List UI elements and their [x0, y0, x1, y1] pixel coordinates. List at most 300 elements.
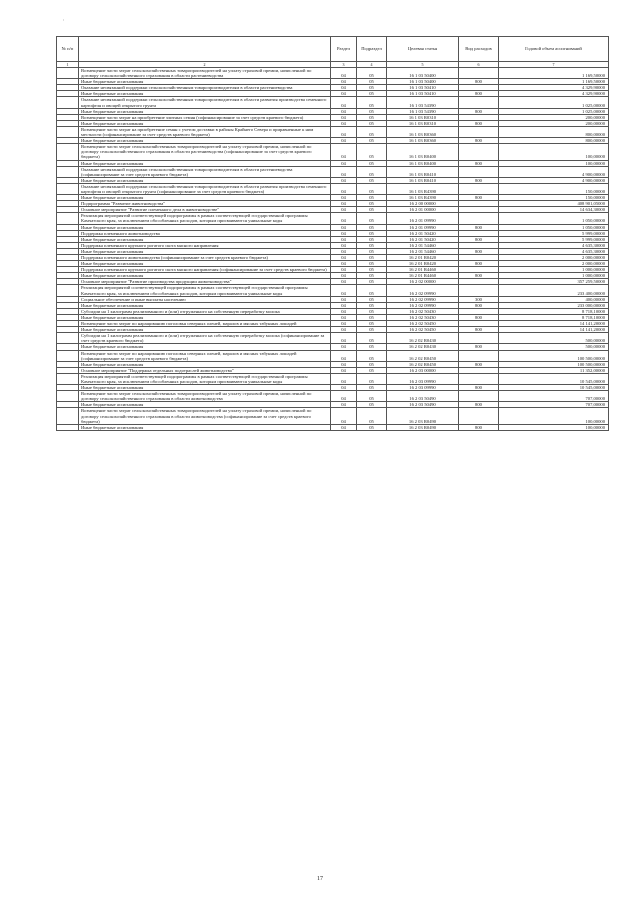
row-name: Оказание несвязанной поддержки сельскохозяйственным товаропроизводителям в области растениеводства (софинансирование за счет средств краевого бюджета) — [79, 166, 331, 177]
row-sum: 4 635,30000 — [499, 248, 609, 254]
row-razdel: 04 — [331, 255, 357, 261]
row-sum: 707,00000 — [499, 402, 609, 408]
row-sum: 14 141,20000 — [499, 327, 609, 333]
row-name: Реализация мероприятий соответствующей подпрограммы в рамках соответствующей государственной программы Камчатского края, за исключением обособленных расходов, которым присваиваются уникальные коды — [79, 213, 331, 224]
row-sum: 800,00000 — [499, 138, 609, 144]
row-vid-rashodov: 800 — [459, 273, 499, 279]
row-vid-rashodov: 800 — [459, 385, 499, 391]
row-vid-rashodov: 800 — [459, 302, 499, 308]
row-razdel: 04 — [331, 68, 357, 79]
row-name: Иные бюджетные ассигнования — [79, 302, 331, 308]
row-name: Иные бюджетные ассигнования — [79, 120, 331, 126]
row-name: Возмещение части затрат на приобретение семян с учетом доставки в районы Крайнего Севера и приравненные к ним местности (софинансирование за счет средств краевого бюджета) — [79, 126, 331, 137]
row-vid-rashodov: 800 — [459, 177, 499, 183]
row-podrazdel: 05 — [357, 68, 387, 79]
row-podrazdel: 05 — [357, 97, 387, 108]
row-razdel: 04 — [331, 114, 357, 120]
row-sum: 408 901,05000 — [499, 201, 609, 207]
row-celevaya-statya: 16 2 01 50420 — [387, 230, 459, 236]
row-podrazdel: 05 — [357, 120, 387, 126]
row-name: Иные бюджетные ассигнования — [79, 385, 331, 391]
row-razdel: 04 — [331, 97, 357, 108]
row-podrazdel: 05 — [357, 344, 387, 350]
row-podrazdel: 05 — [357, 314, 387, 320]
row-name: Субсидии на 1 килограмм реализованного и (или) отгруженного на собственную переработку молока — [79, 308, 331, 314]
row-podrazdel: 05 — [357, 160, 387, 166]
header-vid-rashodov: Вид расходов — [459, 37, 499, 62]
column-number: 5 — [387, 62, 459, 68]
row-sum: 100 500,00000 — [499, 350, 609, 361]
row-razdel: 04 — [331, 327, 357, 333]
row-podrazdel: 05 — [357, 126, 387, 137]
row-podrazdel: 05 — [357, 207, 387, 213]
row-name: Возмещение части затрат сельскохозяйственных товаропроизводителей на уплату страховой премии, начисленной по договору сельскохозяйственного страхования в области животноводства — [79, 391, 331, 402]
row-podrazdel: 05 — [357, 91, 387, 97]
row-podrazdel: 05 — [357, 350, 387, 361]
row-name: Иные бюджетные ассигнования — [79, 361, 331, 367]
table-row — [57, 183, 609, 194]
row-number — [57, 183, 79, 194]
row-vid-rashodov: 800 — [459, 424, 499, 430]
row-razdel: 04 — [331, 195, 357, 201]
row-celevaya-statya: 16 2 02 09990 — [387, 302, 459, 308]
row-celevaya-statya: 16 2 02 R0450 — [387, 361, 459, 367]
row-sum: 5 999,00000 — [499, 230, 609, 236]
row-podrazdel: 05 — [357, 213, 387, 224]
row-razdel: 04 — [331, 166, 357, 177]
column-number: 2 — [79, 62, 331, 68]
row-name: Возмещение части затрат сельскохозяйственных товаропроизводителей на уплату страховой премии, начисленной по договору сельскохозяйственного страхования в области животноводства (софинансирование за счет средств краевого бюджета) — [79, 408, 331, 424]
row-podrazdel: 05 — [357, 391, 387, 402]
row-number — [57, 68, 79, 79]
row-vid-rashodov: 800 — [459, 261, 499, 267]
row-celevaya-statya: 16 1 03 54390 — [387, 108, 459, 114]
row-vid-rashodov — [459, 144, 499, 160]
row-celevaya-statya: 16 1 03 R0310 — [387, 114, 459, 120]
row-celevaya-statya: 16 1 03 50410 — [387, 85, 459, 91]
row-razdel: 04 — [331, 108, 357, 114]
row-vid-rashodov: 800 — [459, 160, 499, 166]
row-podrazdel: 05 — [357, 166, 387, 177]
row-sum: 200,00000 — [499, 114, 609, 120]
row-sum: 1 050,00000 — [499, 224, 609, 230]
row-name: Оказание несвязанной поддержки сельскохозяйственным товаропроизводителям в области растениеводства — [79, 85, 331, 91]
row-celevaya-statya: 16 2 03 50490 — [387, 402, 459, 408]
row-name: Иные бюджетные ассигнования — [79, 236, 331, 242]
row-vid-rashodov — [459, 350, 499, 361]
row-razdel: 04 — [331, 373, 357, 384]
row-razdel: 04 — [331, 385, 357, 391]
column-number: 4 — [357, 62, 387, 68]
row-name: Иные бюджетные ассигнования — [79, 91, 331, 97]
row-razdel: 04 — [331, 350, 357, 361]
row-vid-rashodov: 300 — [459, 296, 499, 302]
row-celevaya-statya: 16 2 01 50420 — [387, 236, 459, 242]
column-number: 3 — [331, 62, 357, 68]
row-podrazdel: 05 — [357, 236, 387, 242]
row-name: Основное мероприятие "Развитие племенного дела в животноводстве" — [79, 207, 331, 213]
row-vid-rashodov — [459, 166, 499, 177]
row-sum: 2 000,00000 — [499, 261, 609, 267]
row-sum: 1 025,00000 — [499, 108, 609, 114]
header-sum: Годовой объем ассигнований — [499, 37, 609, 62]
row-celevaya-statya: 16 1 03 50400 — [387, 79, 459, 85]
row-name: Иные бюджетные ассигнования — [79, 79, 331, 85]
table-row — [57, 213, 609, 224]
row-celevaya-statya: 16 2 01 R4460 — [387, 273, 459, 279]
row-podrazdel: 05 — [357, 321, 387, 327]
row-number — [57, 373, 79, 384]
row-vid-rashodov: 800 — [459, 236, 499, 242]
row-name: Возмещение части затрат сельскохозяйственных товаропроизводителей на уплату страховой премии, начисленной по договору сельскохозяйственного страхования в области растениеводства — [79, 68, 331, 79]
row-name: Иные бюджетные ассигнования — [79, 344, 331, 350]
row-sum: 100,00000 — [499, 408, 609, 424]
row-name: Реализация мероприятий соответствующей подпрограммы в рамках соответствующей государственной программы Камчатского края, за исключением обособленных расходов, которым присваиваются уникальные коды — [79, 373, 331, 384]
row-sum: 4 329,90000 — [499, 85, 609, 91]
row-celevaya-statya: 16 1 03 R4390 — [387, 195, 459, 201]
row-vid-rashodov — [459, 408, 499, 424]
row-celevaya-statya: 16 2 03 09990 — [387, 385, 459, 391]
row-celevaya-statya: 16 2 01 54460 — [387, 242, 459, 248]
row-vid-rashodov — [459, 68, 499, 79]
table-row — [57, 97, 609, 108]
row-name: Иные бюджетные ассигнования — [79, 160, 331, 166]
row-name: Поддержка племенного крупного рогатого скота мясного направления — [79, 242, 331, 248]
row-name: Реализация мероприятий соответствующей подпрограммы в рамках соответствующей государственной программы Камчатского края, за исключением обособленных расходов, которым присваиваются уникальные коды — [79, 285, 331, 296]
row-vid-rashodov — [459, 285, 499, 296]
row-name: Оказание несвязанной поддержки сельскохозяйственным товаропроизводителям в области развития производства семенного картофеля и овощей открытого грунта (софинансирование за счет средств краевого бюджета) — [79, 183, 331, 194]
row-sum: 4 635,30000 — [499, 242, 609, 248]
row-sum: 8 718,10000 — [499, 308, 609, 314]
row-razdel: 04 — [331, 333, 357, 344]
budget-table-container — [56, 36, 608, 431]
row-sum: 2 000,00000 — [499, 255, 609, 261]
row-podrazdel: 05 — [357, 177, 387, 183]
row-vid-rashodov: 800 — [459, 138, 499, 144]
row-razdel: 04 — [331, 261, 357, 267]
row-vid-rashodov: 800 — [459, 327, 499, 333]
row-sum: 1 050,00000 — [499, 213, 609, 224]
row-celevaya-statya: 16 2 03 50490 — [387, 391, 459, 402]
row-sum: 8 718,10000 — [499, 314, 609, 320]
row-name: Иные бюджетные ассигнования — [79, 327, 331, 333]
row-celevaya-statya: 16 2 03 R0490 — [387, 424, 459, 430]
row-podrazdel: 05 — [357, 195, 387, 201]
row-podrazdel: 05 — [357, 108, 387, 114]
table-row — [57, 408, 609, 424]
row-razdel: 04 — [331, 314, 357, 320]
row-sum: 357 259,50000 — [499, 279, 609, 285]
row-razdel: 04 — [331, 408, 357, 424]
row-podrazdel: 05 — [357, 327, 387, 333]
row-razdel: 04 — [331, 183, 357, 194]
row-name: Социальное обеспечение и иные выплаты населению — [79, 296, 331, 302]
row-number — [57, 350, 79, 361]
row-podrazdel: 05 — [357, 285, 387, 296]
row-podrazdel: 05 — [357, 385, 387, 391]
row-sum: 14 141,20000 — [499, 321, 609, 327]
row-vid-rashodov — [459, 183, 499, 194]
row-celevaya-statya: 16 1 03 50410 — [387, 91, 459, 97]
table-row — [57, 68, 609, 79]
row-vid-rashodov: 800 — [459, 91, 499, 97]
header-razdel: Раздел — [331, 37, 357, 62]
row-celevaya-statya: 16 2 02 00000 — [387, 279, 459, 285]
row-name: Поддержка племенного животноводства — [79, 230, 331, 236]
header-name — [79, 37, 331, 62]
row-name: Иные бюджетные ассигнования — [79, 314, 331, 320]
row-vid-rashodov — [459, 97, 499, 108]
column-number: 6 — [459, 62, 499, 68]
row-podrazdel: 05 — [357, 402, 387, 408]
row-sum: 233 000,00000 — [499, 302, 609, 308]
row-vid-rashodov — [459, 391, 499, 402]
row-sum: 100,00000 — [499, 160, 609, 166]
row-podrazdel: 05 — [357, 408, 387, 424]
table-row — [57, 144, 609, 160]
row-sum: 1 169,50000 — [499, 79, 609, 85]
row-number — [57, 97, 79, 108]
row-podrazdel: 05 — [357, 361, 387, 367]
row-celevaya-statya: 16 2 02 50450 — [387, 327, 459, 333]
row-name: Иные бюджетные ассигнования — [79, 195, 331, 201]
row-name: Основное мероприятие "Поддержка отдельных подотраслей животноводства" — [79, 367, 331, 373]
row-sum: 500,00000 — [499, 344, 609, 350]
row-razdel: 04 — [331, 367, 357, 373]
row-number — [57, 126, 79, 137]
row-name: Иные бюджетные ассигнования — [79, 261, 331, 267]
row-celevaya-statya: 16 1 03 R0360 — [387, 126, 459, 137]
table-row — [57, 350, 609, 361]
row-celevaya-statya: 16 2 01 09990 — [387, 224, 459, 230]
row-podrazdel: 05 — [357, 424, 387, 430]
row-vid-rashodov: 800 — [459, 224, 499, 230]
row-celevaya-statya: 16 2 02 R0430 — [387, 333, 459, 344]
row-sum: 100 500,00000 — [499, 361, 609, 367]
row-vid-rashodov — [459, 126, 499, 137]
row-razdel: 04 — [331, 144, 357, 160]
row-podrazdel: 05 — [357, 373, 387, 384]
row-razdel: 04 — [331, 321, 357, 327]
row-razdel: 04 — [331, 361, 357, 367]
row-name: Иные бюджетные ассигнования — [79, 424, 331, 430]
row-razdel: 04 — [331, 160, 357, 166]
row-razdel: 04 — [331, 344, 357, 350]
row-sum: 1 000,00000 — [499, 273, 609, 279]
row-podrazdel: 05 — [357, 255, 387, 261]
row-celevaya-statya: 16 2 01 R4460 — [387, 267, 459, 273]
table-row — [57, 391, 609, 402]
row-sum: 400,00000 — [499, 296, 609, 302]
row-podrazdel: 05 — [357, 261, 387, 267]
row-podrazdel: 05 — [357, 248, 387, 254]
row-name: Основное мероприятие "Развитие производства продукции животноводства" — [79, 279, 331, 285]
row-vid-rashodov: 800 — [459, 195, 499, 201]
row-sum: 10 545,00000 — [499, 373, 609, 384]
row-razdel: 04 — [331, 267, 357, 273]
row-celevaya-statya: 16 2 00 00000 — [387, 201, 459, 207]
table-row — [57, 373, 609, 384]
row-sum: 4 900,00000 — [499, 166, 609, 177]
row-podrazdel: 05 — [357, 279, 387, 285]
row-razdel: 04 — [331, 285, 357, 296]
row-number — [57, 166, 79, 177]
row-name: Иные бюджетные ассигнования — [79, 138, 331, 144]
row-podrazdel: 05 — [357, 183, 387, 194]
row-name: Иные бюджетные ассигнования — [79, 273, 331, 279]
row-razdel: 04 — [331, 120, 357, 126]
row-razdel: 04 — [331, 296, 357, 302]
row-name: Возмещение части затрат по наращиванию поголовья северных оленей, маралов и мясных табунных лошадей — [79, 321, 331, 327]
row-sum: 800,00000 — [499, 126, 609, 137]
row-razdel: 04 — [331, 424, 357, 430]
row-podrazdel: 05 — [357, 273, 387, 279]
header-podrazdel: Подраздел — [357, 37, 387, 62]
row-number — [57, 333, 79, 344]
row-name: Иные бюджетные ассигнования — [79, 108, 331, 114]
row-razdel: 04 — [331, 138, 357, 144]
row-podrazdel: 05 — [357, 85, 387, 91]
row-name: Подпрограмма "Развитие животноводства" — [79, 201, 331, 207]
column-number: 7 — [499, 62, 609, 68]
row-sum: 100,00000 — [499, 424, 609, 430]
row-celevaya-statya: 16 2 03 09990 — [387, 373, 459, 384]
table-row — [57, 166, 609, 177]
row-celevaya-statya: 16 2 01 00000 — [387, 207, 459, 213]
table-row — [57, 126, 609, 137]
row-name: Поддержка племенного крупного рогатого скота мясного направления (софинансирование за счет средств краевого бюджета) — [79, 267, 331, 273]
row-number — [57, 285, 79, 296]
row-sum: 4 900,00000 — [499, 177, 609, 183]
row-name: Иные бюджетные ассигнования — [79, 248, 331, 254]
table-row — [57, 285, 609, 296]
row-name: Возмещение части затрат сельскохозяйственных товаропроизводителей на уплату страховой премии, начисленной по договору сельскохозяйственного страхования в области растениеводства (софинансирование за счет средств краевого бюджета) — [79, 144, 331, 160]
row-celevaya-statya: 16 1 03 R0360 — [387, 138, 459, 144]
row-number — [57, 144, 79, 160]
row-vid-rashodov: 800 — [459, 344, 499, 350]
row-celevaya-statya: 16 2 02 09990 — [387, 296, 459, 302]
row-razdel: 04 — [331, 248, 357, 254]
row-razdel: 04 — [331, 91, 357, 97]
row-razdel: 04 — [331, 273, 357, 279]
row-razdel: 04 — [331, 79, 357, 85]
table-body — [57, 68, 609, 431]
row-celevaya-statya: 16 1 03 R0400 — [387, 144, 459, 160]
row-celevaya-statya: 16 2 03 00000 — [387, 367, 459, 373]
row-sum: 233 400,00000 — [499, 285, 609, 296]
row-razdel: 04 — [331, 177, 357, 183]
row-razdel: 04 — [331, 85, 357, 91]
row-razdel: 04 — [331, 279, 357, 285]
row-vid-rashodov: 800 — [459, 248, 499, 254]
row-podrazdel: 05 — [357, 201, 387, 207]
row-sum: 1 000,00000 — [499, 267, 609, 273]
row-razdel: 04 — [331, 391, 357, 402]
row-podrazdel: 05 — [357, 367, 387, 373]
row-name: Возмещение части затрат по наращиванию поголовья северных оленей, маралов и мясных табунных лошадей (софинансирование за счет средств краевого бюджета) — [79, 350, 331, 361]
row-vid-rashodov: 800 — [459, 314, 499, 320]
row-razdel: 04 — [331, 207, 357, 213]
row-razdel: 04 — [331, 402, 357, 408]
row-celevaya-statya: 16 2 02 R0450 — [387, 350, 459, 361]
scan-mark: ' — [63, 20, 64, 25]
row-razdel: 04 — [331, 308, 357, 314]
row-podrazdel: 05 — [357, 308, 387, 314]
row-celevaya-statya: 16 2 02 R0430 — [387, 344, 459, 350]
row-celevaya-statya: 16 2 02 50430 — [387, 308, 459, 314]
row-sum: 4 329,90000 — [499, 91, 609, 97]
row-celevaya-statya: 16 1 03 R0410 — [387, 166, 459, 177]
row-name: Иные бюджетные ассигнования — [79, 177, 331, 183]
row-celevaya-statya: 16 2 03 R0490 — [387, 408, 459, 424]
row-celevaya-statya: 16 1 03 54390 — [387, 97, 459, 108]
row-vid-rashodov — [459, 333, 499, 344]
row-razdel: 04 — [331, 302, 357, 308]
row-celevaya-statya: 16 2 01 R0420 — [387, 255, 459, 261]
row-name: Субсидии на 1 килограмм реализованного и (или) отгруженного на собственную переработку молока (софинансирование за счет средств краевого бюджета) — [79, 333, 331, 344]
row-razdel: 04 — [331, 224, 357, 230]
row-celevaya-statya: 16 2 01 54460 — [387, 248, 459, 254]
row-vid-rashodov: 800 — [459, 361, 499, 367]
row-podrazdel: 05 — [357, 296, 387, 302]
row-razdel: 04 — [331, 230, 357, 236]
row-celevaya-statya: 16 2 02 09990 — [387, 285, 459, 296]
row-name: Поддержка племенного животноводства (софинансирование за счет средств краевого бюджета) — [79, 255, 331, 261]
column-number: 1 — [57, 62, 79, 68]
row-podrazdel: 05 — [357, 114, 387, 120]
row-celevaya-statya: 16 1 03 R4390 — [387, 183, 459, 194]
row-number — [57, 213, 79, 224]
row-vid-rashodov — [459, 373, 499, 384]
row-sum: 14 634,30000 — [499, 207, 609, 213]
row-sum: 150,00000 — [499, 195, 609, 201]
row-celevaya-statya: 16 2 02 50450 — [387, 321, 459, 327]
row-podrazdel: 05 — [357, 144, 387, 160]
row-vid-rashodov — [459, 213, 499, 224]
row-podrazdel: 05 — [357, 138, 387, 144]
row-podrazdel: 05 — [357, 302, 387, 308]
row-sum: 707,00000 — [499, 391, 609, 402]
row-name: Иные бюджетные ассигнования — [79, 402, 331, 408]
row-name: Иные бюджетные ассигнования — [79, 224, 331, 230]
row-celevaya-statya: 16 1 03 R0310 — [387, 120, 459, 126]
row-celevaya-statya: 16 2 01 R0420 — [387, 261, 459, 267]
page-number: 17 — [317, 876, 323, 882]
row-sum: 5 999,00000 — [499, 236, 609, 242]
row-sum: 200,00000 — [499, 120, 609, 126]
row-celevaya-statya: 16 2 01 09990 — [387, 213, 459, 224]
table-row — [57, 424, 609, 430]
row-name: Оказание несвязанной поддержки сельскохозяйственным товаропроизводителям в области развития производства семенного картофеля и овощей открытого грунта — [79, 97, 331, 108]
header-num: № п/п — [57, 37, 79, 62]
row-razdel: 04 — [331, 236, 357, 242]
row-podrazdel: 05 — [357, 333, 387, 344]
row-vid-rashodov: 800 — [459, 79, 499, 85]
row-sum: 1 025,00000 — [499, 97, 609, 108]
row-razdel: 04 — [331, 201, 357, 207]
row-celevaya-statya: 16 2 02 50430 — [387, 314, 459, 320]
row-vid-rashodov: 800 — [459, 120, 499, 126]
header-celevaya-statya: Целевая статья — [387, 37, 459, 62]
row-sum: 150,00000 — [499, 183, 609, 194]
row-podrazdel: 05 — [357, 230, 387, 236]
row-razdel: 04 — [331, 126, 357, 137]
row-celevaya-statya: 16 1 03 R0410 — [387, 177, 459, 183]
row-sum: 100,00000 — [499, 144, 609, 160]
row-podrazdel: 05 — [357, 242, 387, 248]
budget-table — [56, 36, 609, 431]
row-name: Возмещение части затрат на приобретение элитных семян (софинансирование за счет средств краевого бюджета) — [79, 114, 331, 120]
